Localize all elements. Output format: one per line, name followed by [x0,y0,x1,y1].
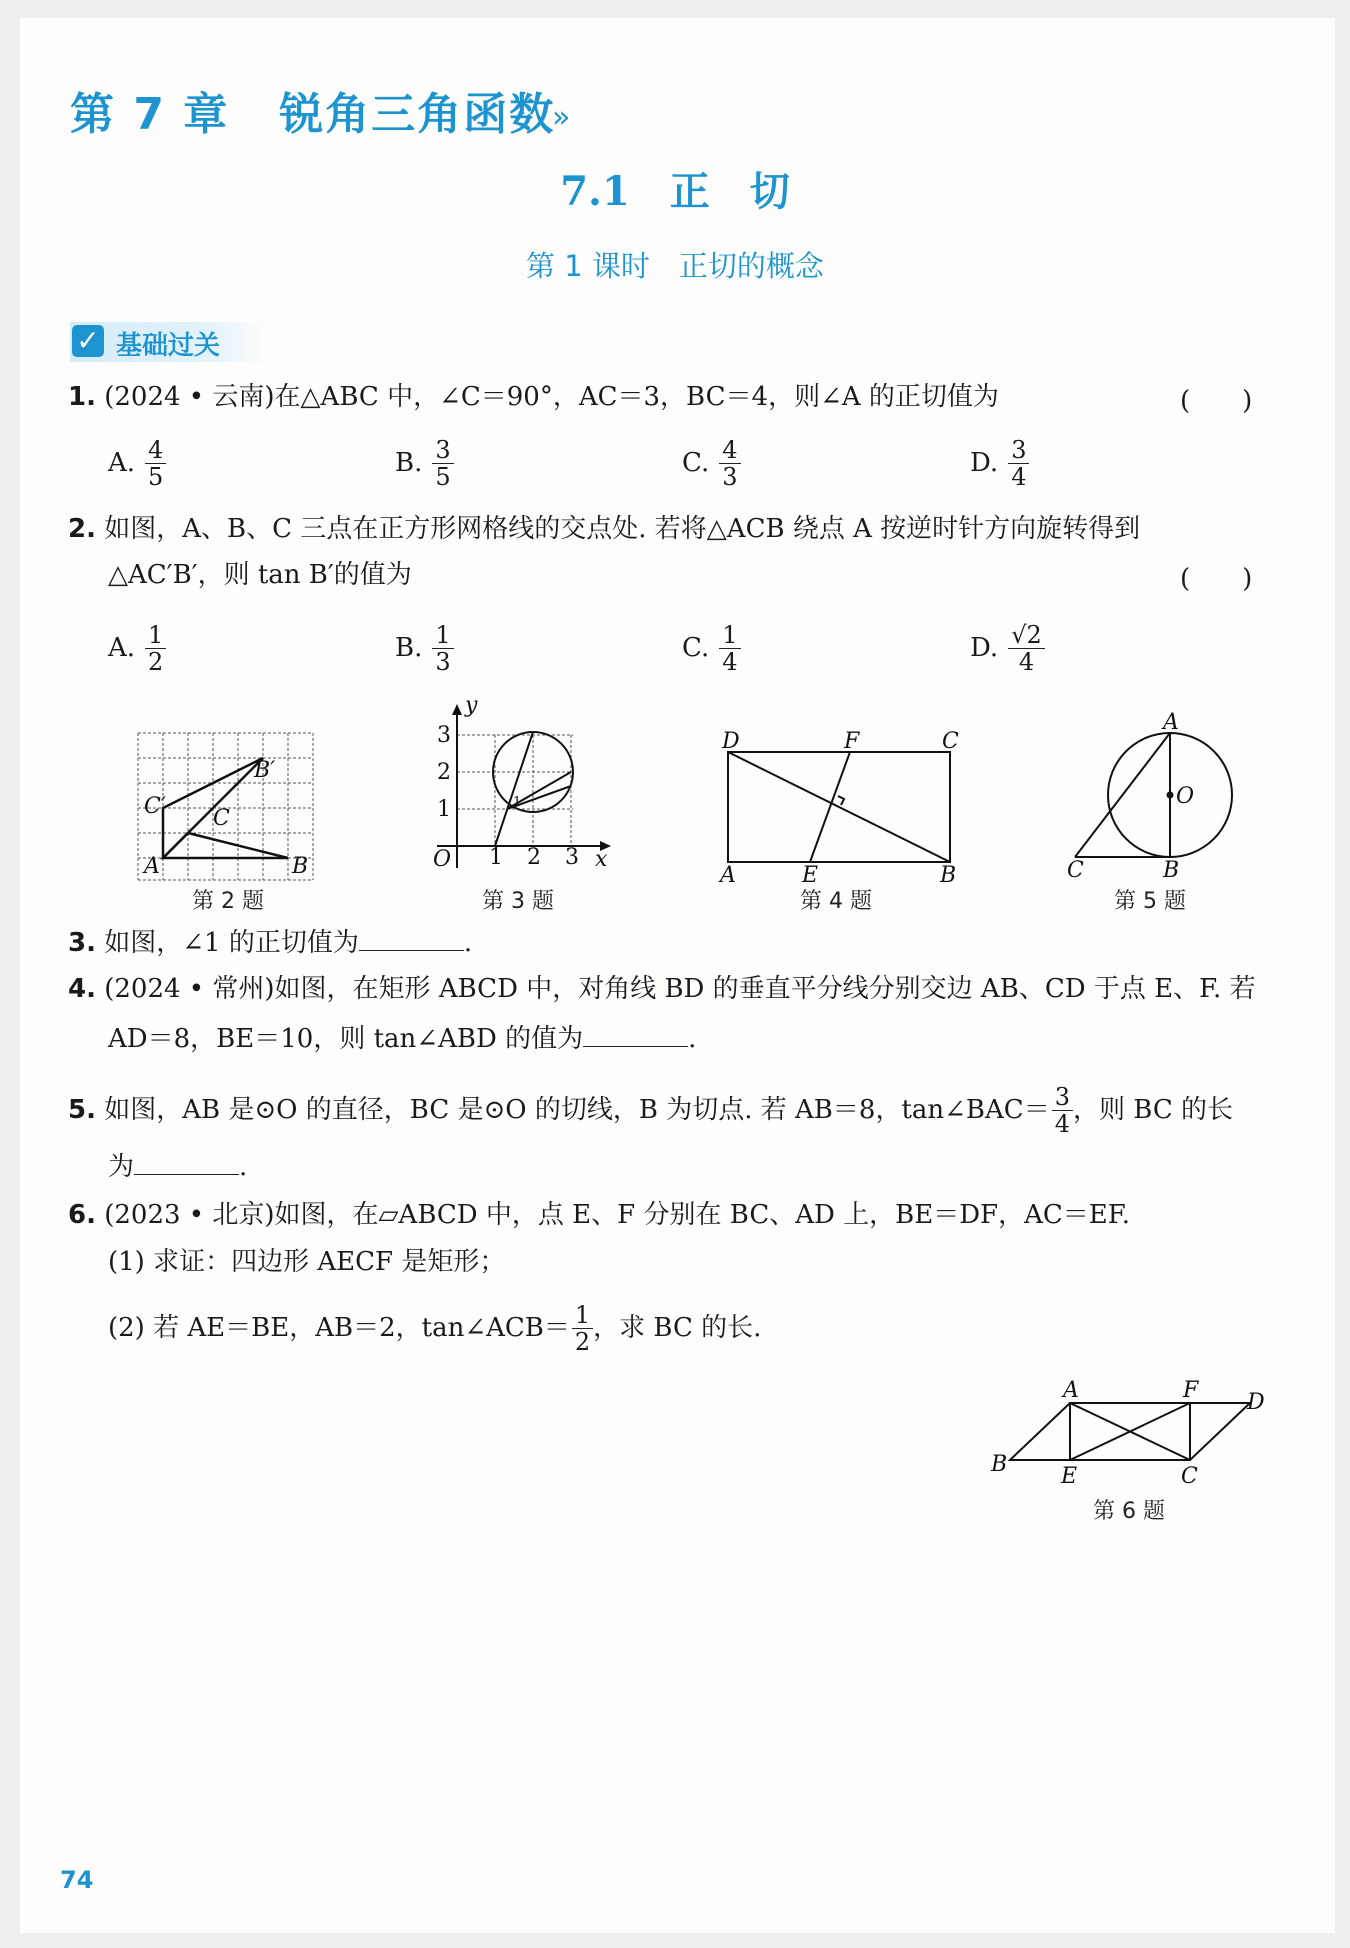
denominator: 4 [1011,462,1027,491]
question-number: 1. [68,382,96,412]
question-6 [68,1198,1130,1232]
figure-4-caption: 第 4 题 [800,889,872,914]
label-c: C [1067,858,1084,883]
section-title: 7.1 正 切 [560,168,790,215]
numerator: 4 [719,437,740,464]
x-tick: 2 [527,845,541,870]
label-e: E [1061,1464,1078,1489]
denominator: 2 [574,1327,591,1356]
numerator: 3 [1008,437,1029,464]
end-period: . [688,1024,697,1054]
option-fraction [719,622,740,675]
denominator: 4 [1054,1109,1070,1138]
figure-2-caption: 第 2 题 [192,889,264,914]
option-label: B. [395,633,423,663]
option-a [108,428,166,498]
question-6-part-1: (1) 求证：四边形 AECF 是矩形； [108,1247,506,1277]
answer-blank[interactable] [583,1020,688,1047]
y-axis-label: y [465,698,478,718]
label-d: D [1247,1390,1265,1415]
label-c: C [1181,1464,1198,1489]
option-c [682,428,741,498]
answer-blank[interactable] [359,924,464,951]
option-d [970,428,1029,498]
question-number: 4. [68,974,96,1004]
label-e: E [802,863,819,885]
numerator: 3 [1052,1084,1073,1111]
label-b: B [991,1452,1008,1477]
option-b [395,428,454,498]
label-c: C [213,806,230,831]
option-b [395,613,454,683]
option-label: A. [108,633,136,663]
chapter-title: 锐角三角函数 [279,89,556,140]
question-text-tail: ，则 BC 的长 [1073,1095,1234,1125]
end-period: . [463,928,473,958]
figure-6-caption: 第 6 题 [1093,1499,1165,1524]
inline-fraction [572,1302,593,1355]
end-period: . [239,1152,248,1182]
label-c-prime: C′ [144,794,166,819]
denominator: 2 [148,647,164,676]
label-a: A [720,863,736,885]
question-number: 6. [68,1200,96,1230]
option-fraction [432,622,453,675]
figure-3-caption: 第 3 题 [482,889,554,914]
question-text: 如图，AB 是⊙O 的直径，BC 是⊙O 的切线，B 为切点. 若 AB＝8，tan∠BAC＝ [104,1095,1050,1125]
question-text: (2024 • 云南)在△ABC 中，∠C＝90°，AC＝3，BC＝4，则∠A 的正切值为 [104,382,999,412]
denominator: 4 [722,647,738,676]
option-fraction [432,437,453,490]
label-o: O [1176,784,1195,809]
option-c [682,613,741,683]
option-a [108,613,166,683]
chapter-heading [70,78,555,142]
figure-5 [1055,705,1255,885]
page-number: 74 [60,1866,94,1894]
question-4-line2 [108,1020,696,1056]
numerator: √2 [1008,622,1045,649]
numerator: 1 [719,622,740,649]
option-label: D. [970,448,999,478]
denominator: 5 [435,462,451,491]
question-6-part-2 [108,1298,761,1358]
x-tick: 3 [565,845,579,870]
answer-parentheses: ( ) [1180,564,1253,594]
numerator: 1 [572,1302,593,1329]
chapter-number: 第 7 章 [70,89,230,140]
y-tick: 2 [437,760,451,785]
figure-5-caption: 第 5 题 [1114,889,1186,914]
answer-blank[interactable] [134,1148,239,1175]
question-text: 如图，∠1 的正切值为 [104,928,359,958]
denominator: 4 [1018,647,1035,676]
badge-label: 基础过关 [116,331,221,361]
question-number: 2. [68,514,96,544]
option-label: C. [682,633,710,663]
origin-label: O [433,847,452,872]
checkbox-check-icon: ✓ [72,325,104,357]
label-a: A [144,854,160,879]
y-tick: 1 [437,797,451,822]
question-text: (2) 若 AE＝BE，AB＝2，tan∠ACB＝ [108,1313,570,1343]
label-a: A [1163,710,1179,735]
denominator: 3 [435,647,451,676]
question-2 [68,512,1140,546]
angle-label: 1 [513,795,522,810]
x-axis-label: x [595,847,608,872]
question-5 [68,1080,1233,1140]
question-2-line2: △AC′B′，则 tan B′的值为 [108,560,412,590]
label-c: C [942,729,959,754]
question-4 [68,972,1256,1006]
question-1 [68,380,999,414]
numerator: 1 [145,622,166,649]
option-fraction [1008,437,1029,490]
option-label: B. [395,448,423,478]
label-b: B [1163,858,1180,883]
figure-6 [985,1375,1265,1495]
answer-parentheses: ( ) [1180,386,1253,416]
option-fraction [719,437,740,490]
question-text: (2024 • 常州)如图，在矩形 ABCD 中，对角线 BD 的垂直平分线分别交边 AB、CD 于点 E、F. 若 [104,974,1256,1004]
label-b: B [292,854,309,879]
label-b: B [940,863,957,885]
question-5-line2 [108,1148,247,1184]
label-b-prime: B′ [254,758,276,783]
figure-4 [710,720,970,885]
option-label: C. [682,448,710,478]
question-3 [68,924,472,960]
question-text: 如图，A、B、C 三点在正方形网格线的交点处. 若将△ACB 绕点 A 按逆时针方向旋转得到 [104,514,1141,544]
option-fraction [145,622,166,675]
label-f: F [844,729,860,754]
question-number: 5. [68,1095,96,1125]
question-text: AD＝8，BE＝10，则 tan∠ABD 的值为 [108,1024,584,1054]
denominator: 5 [148,462,164,491]
option-fraction [1008,622,1045,675]
basic-level-badge [70,322,266,362]
numerator: 4 [145,437,166,464]
question-text-tail: ，求 BC 的长. [593,1313,762,1343]
label-f: F [1183,1378,1199,1403]
question-text: 为 [108,1152,135,1182]
x-tick: 1 [489,845,503,870]
numerator: 3 [432,437,453,464]
lesson-title: 第 1 课时 正切的概念 [526,249,824,283]
question-text: (2023 • 北京)如图，在▱ABCD 中，点 E、F 分别在 BC、AD 上，BE＝DF，AC＝EF. [104,1200,1130,1230]
denominator: 3 [722,462,738,491]
label-d: D [722,729,740,754]
inline-fraction [1052,1084,1073,1137]
figure-2 [130,725,330,885]
option-label: A. [108,448,136,478]
chevron-right-icon: » [552,100,571,135]
label-a: A [1063,1378,1079,1403]
numerator: 1 [432,622,453,649]
figure-3 [425,698,615,878]
question-number: 3. [68,928,96,958]
option-d [970,613,1045,683]
option-fraction [145,437,166,490]
option-label: D. [970,633,999,663]
y-tick: 3 [437,723,451,748]
